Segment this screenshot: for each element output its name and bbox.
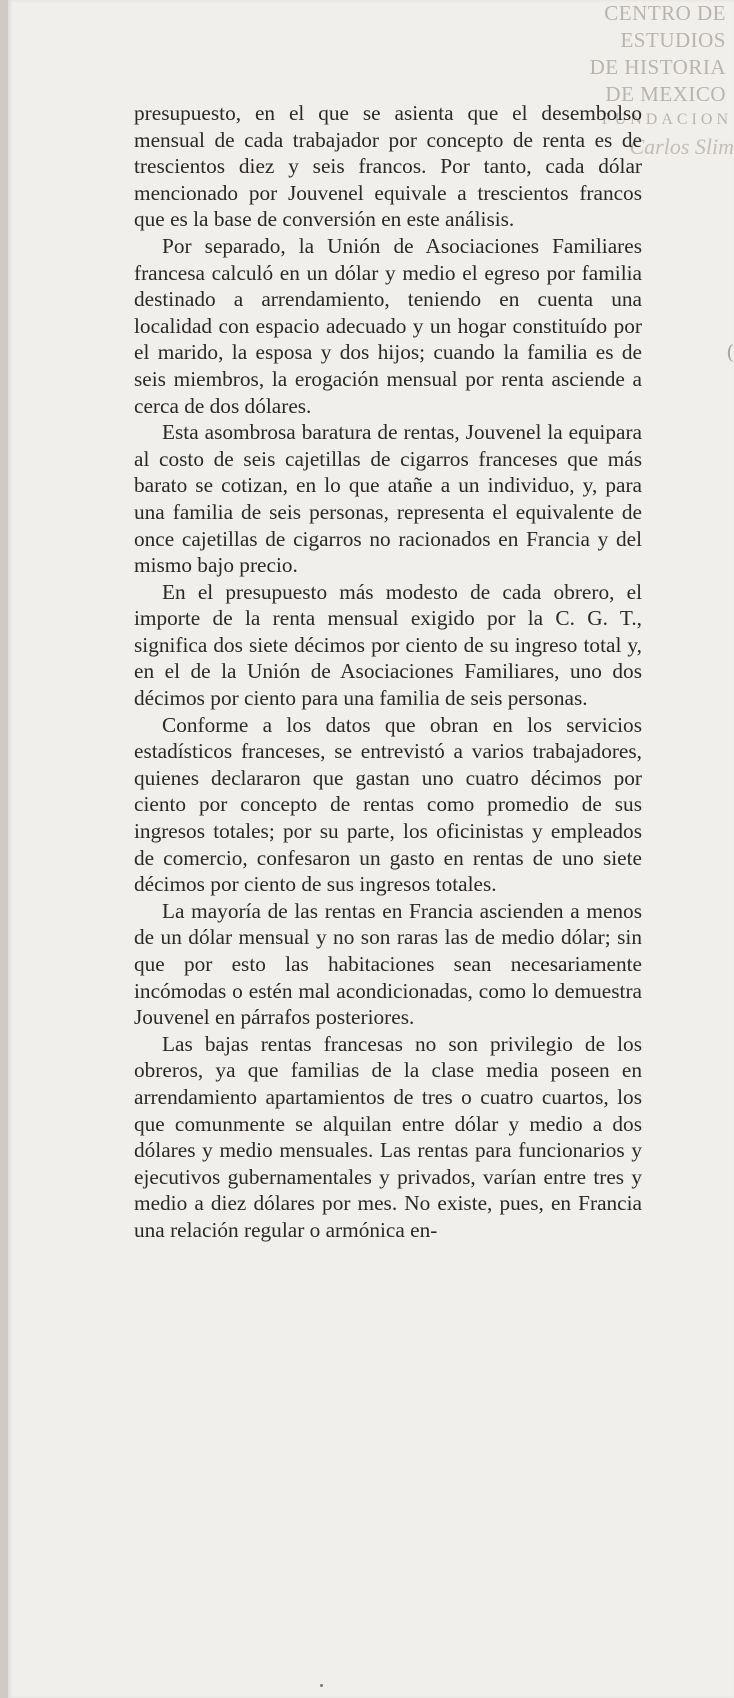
document-page — [8, 0, 734, 1698]
paragraph: En el presupuesto más modesto de cada obrero, el importe de la renta mensual exigido por la C. G. T., significa dos siete décimos por ciento de su ingreso total y, en el de la Unión de Asociaciones Familiares, uno dos décimos por ciento para una familia de seis personas. — [134, 579, 642, 711]
speck — [320, 1684, 323, 1687]
paragraph: Las bajas rentas francesas no son privilegio de los obreros, ya que familias de la clase media poseen en arrendamiento apartamientos de tres o cuatro cuartos, los que comunmente se alquilan entre dólar y medio a dos dólares y medio mensuales. Las rentas para funcionarios y ejecutivos gubernamentales y privados, varían entre tres y medio a diez dólares por mes. No existe, pues, en Francia una relación regular o armónica en- — [134, 1031, 642, 1242]
page-edge-mark: ( — [726, 340, 734, 364]
paragraph: La mayoría de las rentas en Francia ascienden a menos de un dólar mensual y no son raras las de medio dólar; sin que por esto las habitaciones sean necesariamente incómodas o estén mal acondicionadas, como lo demuestra Jouvenel en párrafos posteriores. — [134, 898, 642, 1030]
watermark-foundation: FUNDACION — [601, 111, 732, 128]
body-text — [134, 100, 642, 1244]
paragraph: Conforme a los datos que obran en los servicios estadísticos franceses, se entrevistó a varios trabajadores, quienes declararon que gastan uno cuatro décimos por ciento por concepto de rentas como promedio de sus ingresos totales; por su parte, los oficinistas y empleados de comercio, confesaron un gasto en rentas de uno siete décimos por ciento de sus ingresos totales. — [134, 712, 642, 897]
watermark-line: ESTUDIOS — [620, 28, 726, 52]
paragraph: Por separado, la Unión de Asociaciones Familiares francesa calculó en un dólar y medio el egreso por familia destinado a arrendamiento, teniendo en cuenta una localidad con espacio adecuado y un hogar constituído por el marido, la esposa y dos hijos; cuando la familia es de seis miembros, la erogación mensual por renta asciende a cerca de dos dólares. — [134, 233, 642, 418]
watermark-line: CENTRO DE — [604, 1, 726, 25]
watermark-line: DE HISTORIA — [589, 55, 726, 79]
watermark-line: DE MEXICO — [605, 82, 726, 106]
paragraph: Esta asombrosa baratura de rentas, Jouvenel la equipara al costo de seis cajetillas de cigarros franceses que más barato se cotizan, en lo que atañe a un individuo, y, para una familia de seis personas, representa el equivalente de once cajetillas de cigarros no racionados en Francia y del mismo bajo precio. — [134, 420, 642, 578]
watermark-signature: Carlos Slim — [629, 134, 734, 159]
paragraph: presupuesto, en el que se asienta que el desembolso mensual de cada trabajador por concepto de renta es de trescientos diez y seis francos. Por tanto, cada dólar mencionado por Jouvenel equivale a trescientos francos que es la base de conversión en este análisis. — [134, 101, 642, 232]
